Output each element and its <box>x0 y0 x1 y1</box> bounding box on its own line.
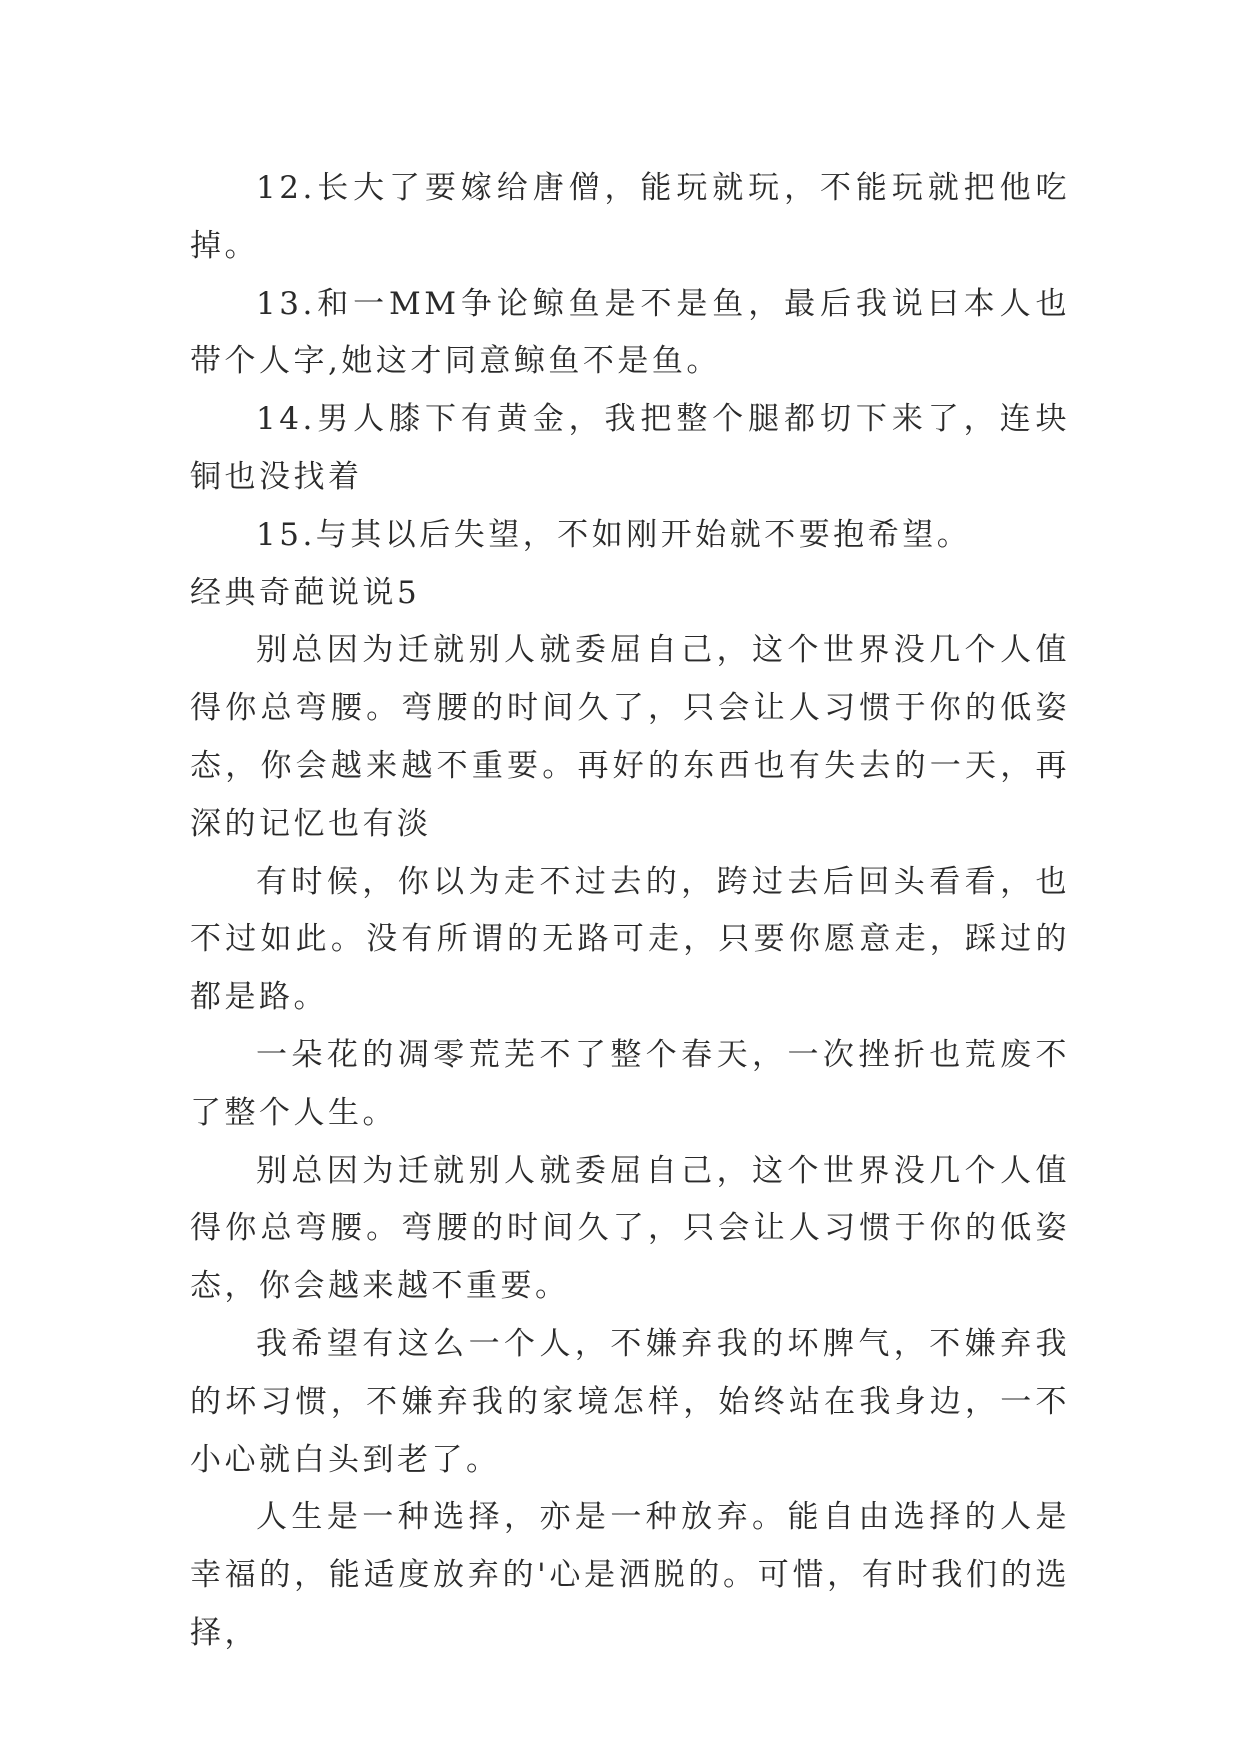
paragraph: 别总因为迁就别人就委屈自己，这个世界没几个人值得你总弯腰。弯腰的时间久了，只会让人习惯于你的低姿态，你会越来越不重要。再好的东西也有失去的一天，再深的记忆也有淡 <box>190 632 1070 842</box>
paragraph: 有时候，你以为走不过去的，跨过去后回头看看，也不过如此。没有所谓的无路可走，只要你愿意走，踩过的都是路。 <box>190 863 1070 1016</box>
paragraph: 一朵花的凋零荒芜不了整个春天，一次挫折也荒废不了整个人生。 <box>190 1036 1070 1131</box>
list-item-15: 15.与其以后失望，不如刚开始就不要抱希望。 <box>256 516 972 553</box>
list-item-12: 12.长大了要嫁给唐僧，能玩就玩，不能玩就把他吃掉。 <box>190 170 1070 264</box>
section-heading: 经典奇葩说说5 <box>190 574 421 611</box>
document-body <box>190 160 1070 1663</box>
paragraph: 我希望有这么一个人，不嫌弃我的坏脾气，不嫌弃我的坏习惯，不嫌弃我的家境怎样，始终站在我身边，一不小心就白头到老了。 <box>190 1325 1070 1478</box>
paragraph: 人生是一种选择，亦是一种放弃。能自由选择的人是幸福的，能适度放弃的'心是洒脱的。可惜，有时我们的选择， <box>190 1499 1070 1651</box>
list-item-14: 14.男人膝下有黄金，我把整个腿都切下来了，连块铜也没找着 <box>190 401 1070 495</box>
list-item-13: 13.和一MM争论鲸鱼是不是鱼，最后我说曰本人也带个人字,她这才同意鲸鱼不是鱼。 <box>190 285 1070 380</box>
paragraph: 别总因为迁就别人就委屈自己，这个世界没几个人值得你总弯腰。弯腰的时间久了，只会让人习惯于你的低姿态，你会越来越不重要。 <box>190 1152 1070 1305</box>
